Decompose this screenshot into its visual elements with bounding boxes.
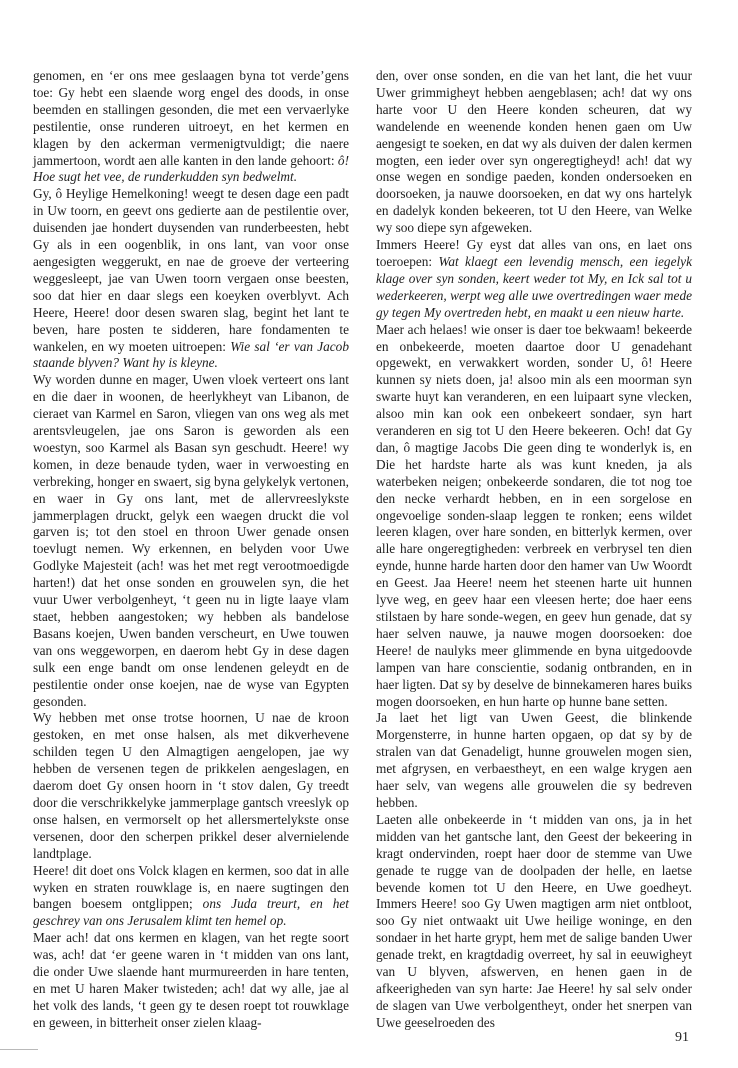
paragraph: Maer ach! dat ons kermen en klagen, van het regte soort was, ach! dat ‘er geene waren in ‘t midden van ons lant, die onder Uwe slaende hant murmureerden in hare tenten, en met U haren Maker twisteden; ach! dat wy alle, jae al het volk des lands, ‘t geen gy te desen roept tot rouwklage en geween, in bitterheit onser zielen klaag- [33, 930, 349, 1030]
paragraph: genomen, en ‘er ons mee geslaagen byna tot verde’gens toe: Gy hebt een slaende worg engel des doods, in onse beemden en stallingen gesonden, die met een vervaerlyke pestilentie, onse runderen uitroeyt, en het kermen en klagen by den ackerman vermenigtvuldigt; die naere jammertoon, wordt aen alle kanten in den lande gehoort: ô! Hoe sugt het vee, de runderkudden syn bedwelmt. [33, 68, 349, 185]
paragraph: Wy worden dunne en mager, Uwen vloek verteert ons lant en die daer in woonen, de heerlykheyt van Libanon, de cieraet van Karmel en Saron, vliegen van ons weg als met arentsvleugelen, jae ons Saron is geworden als een woestyn, soo Karmel als Basan syn geschudt. Heere! wy komen, in deze benaude tyden, waer in verwoesting en verbreking, honger en swaert, sig byna gelykelyk vertonen, en waer in Gy ons lant, met de allervreeslykste jammerplagen druckt, gelyk een waegen druckt die vol garven is; tot den stoel en throon Uwer genade onsen toevlugt nemen. Wy erkennen, en belyden voor Uwe Godlyke Majesteit (ach! was het met regt verootmoedigde harten!) dat het onse sonden en grouwelen syn, die het vuur Uwer verbolgenheyt, ‘t geen nu in ligte laaye vlam staet, hebben aangestoken; wy hebben als bandelose Basans koejen, Uwen banden verscheurt, en Uwe touwen van ons weggeworpen, en daerom hebt Gy in dese dagen sulk een enge bandt om onse lendenen geleydt en de pestilentie onder onse koejen, nae de wyse van Egypten gesonden. [33, 372, 349, 709]
paragraph: Wy hebben met onse trotse hoornen, U nae de kroon gestoken, en met onse halsen, als met dikverhevene schilden tegen U den Almagtigen aengelopen, jae wy hebben de versenen tegen de prikkelen aengeslagen, en daerom doet Gy onsen hoorn in ‘t stov dalen, Gy treedt door die verschrikkelyke jammerplage gantsch vreeslyk op onse halsen, en vermorselt op het allersmertelykste onse versenen, door den scherpen prikkel deser alvernielende landtplage. [33, 710, 349, 861]
left-text-column [33, 68, 349, 1032]
paragraph: Ja laet het ligt van Uwen Geest, die blinkende Morgensterre, in hunne harten opgaen, op dat sy by de stralen van dat Genadeligt, hunne grouwelen mogen sien, met afgrysen, en verbaestheyt, en een walge krygen aen haer selv, van wegens alle grouwelen die sy bedreven hebben. [376, 710, 692, 810]
paragraph: Laeten alle onbekeerde in ‘t midden van ons, ja in het midden van het gantsche lant, den Geest der bekeering in kragt ondervinden, roept haer door de stemme van Uwe genade te rugge van de doolpaden der helle, en laetse bevende komen tot U den Heere, en Uwe goedheyt. Immers Heere! soo Gy Uwen magtigen arm niet ontbloot, soo Gy niet ontwaakt uit Uwe heilige woninge, en den sondaer in het harte grypt, hem met de salige banden Uwer genade trekt, en kragtdadig overreet, hy sal in eeuwigheyt van U blyven, afswerven, en henen gaen in de afkeerigheden van syn harte: Jae Heere! hy sal selv onder de slagen van Uwe verbolgentheyt, onder het snerpen van Uwe geeselroeden des [376, 811, 692, 1030]
paragraph: Immers Heere! Gy eyst dat alles van ons, en laet ons toeroepen: Wat klaegt een levendig mensch, een iegelyk klage over syn sonden, keert weder tot My, en Ick sal tot u wederkeeren, werpt weg alle uwe overtredingen waer mede gy tegen My overtreden hebt, en maakt u een nieuw harte. [376, 237, 692, 320]
paragraph: den, over onse sonden, en die van het lant, die het vuur Uwer grimmigheyt hebben aengeblasen; ach! dat wy ons harte voor U den Heere konden scheuren, dat wy wandelende en weenende konden henen gaen om Uw aengesigt te soeken, en dat wy als duiven der dalen kermen mogten, een ieder over syn ongeregtigheyd! ach! dat wy onse wegen en sondige paeden, konden ondersoeken en doorsoeken, ja nauwe doorsoeken, en dat wy ons hartelyk en dadelyk konden bekeeren, tot U den Heere, van Welke wy soo diepe syn afgeweken. [376, 68, 692, 236]
paragraph: Maer ach helaes! wie onser is daer toe bekwaam! bekeerde en onbekeerde, moeten daartoe door U genadehant opgewekt, en verwakkert worden, sonder U, ô! Heere kunnen sy niets doen, ja! alsoo min als een moorman syn swarte huyt kan veranderen, en een luipaart syne vlecken, alsoo min kan ook een onbekeert sondaer, syn hart veranderen en sig tot U den Heere bekeeren. Och! dat Gy dan, ô magtige Jacobs Die geen ding te wonderlyk is, en Die het hardste harte als was kunt kneden, ja als waterbeken neigen; onbekeerde sondaren, die tot nog toe den necke verhardt hebben, en in een sorgelose en ongevoelige sonden-slaap leggen te ronken; eens wildet leeren klagen, over hare sonden, en bitterlyk kermen, over alle hare ongeregtigheden: verbreek en verbrysel ten dien eynde, hunne harde harten door den hamer van Uw Woordt en Geest. Jaa Heere! neem het steenen harte uit hunnen lyve weg, en geev haar een vleesen herte; doe haer eens stilstaen by hare sonde-wegen, en geev hun genade, dat sy haer selven nauwe, ja nauwe mogen doorsoeken: doe Heere! de naulyks meer glimmende en byna uitgedoovde lampen van hare conscientie, sodanig ontbranden, en in haer ligten. Dat sy by deselve de binnekameren hares buiks mogen doorsoeken, en hun harte op hunne bane setten. [376, 321, 692, 709]
corner-rule [0, 1049, 38, 1050]
right-text-column [376, 68, 692, 1032]
page-number: 91 [675, 1030, 689, 1045]
paragraph: Gy, ô Heylige Hemelkoning! weegt te desen dage een padt in Uw toorn, en geevt ons gedierte aan de pestilentie over, duisenden jae hondert duysenden van runderbeesten, hebt Gy als in een oogenblik, in ons lant, van voor onse aengesigten weggerukt, en nae de groeve der verteering weggesleept, jae van Uwen toorn vergaen onse beesten, soo dat hier en daar slegs een koeyken overblyvt. Ach Heere, Heere! door desen swaren slag, begint het lant te beven, hare posten te sidderen, hare fondamenten te wankelen, en wy moeten uitroepen: Wie sal ‘er van Jacob staande blyven? Want hy is kleyne. [33, 186, 349, 371]
paragraph: Heere! dit doet ons Volck klagen en kermen, soo dat in alle wyken en straten rouwklage is, en naere sugtingen den bangen boesem ontglippen; ons Juda treurt, en het geschrey van ons Jerusalem klimt ten hemel op. [33, 862, 350, 929]
